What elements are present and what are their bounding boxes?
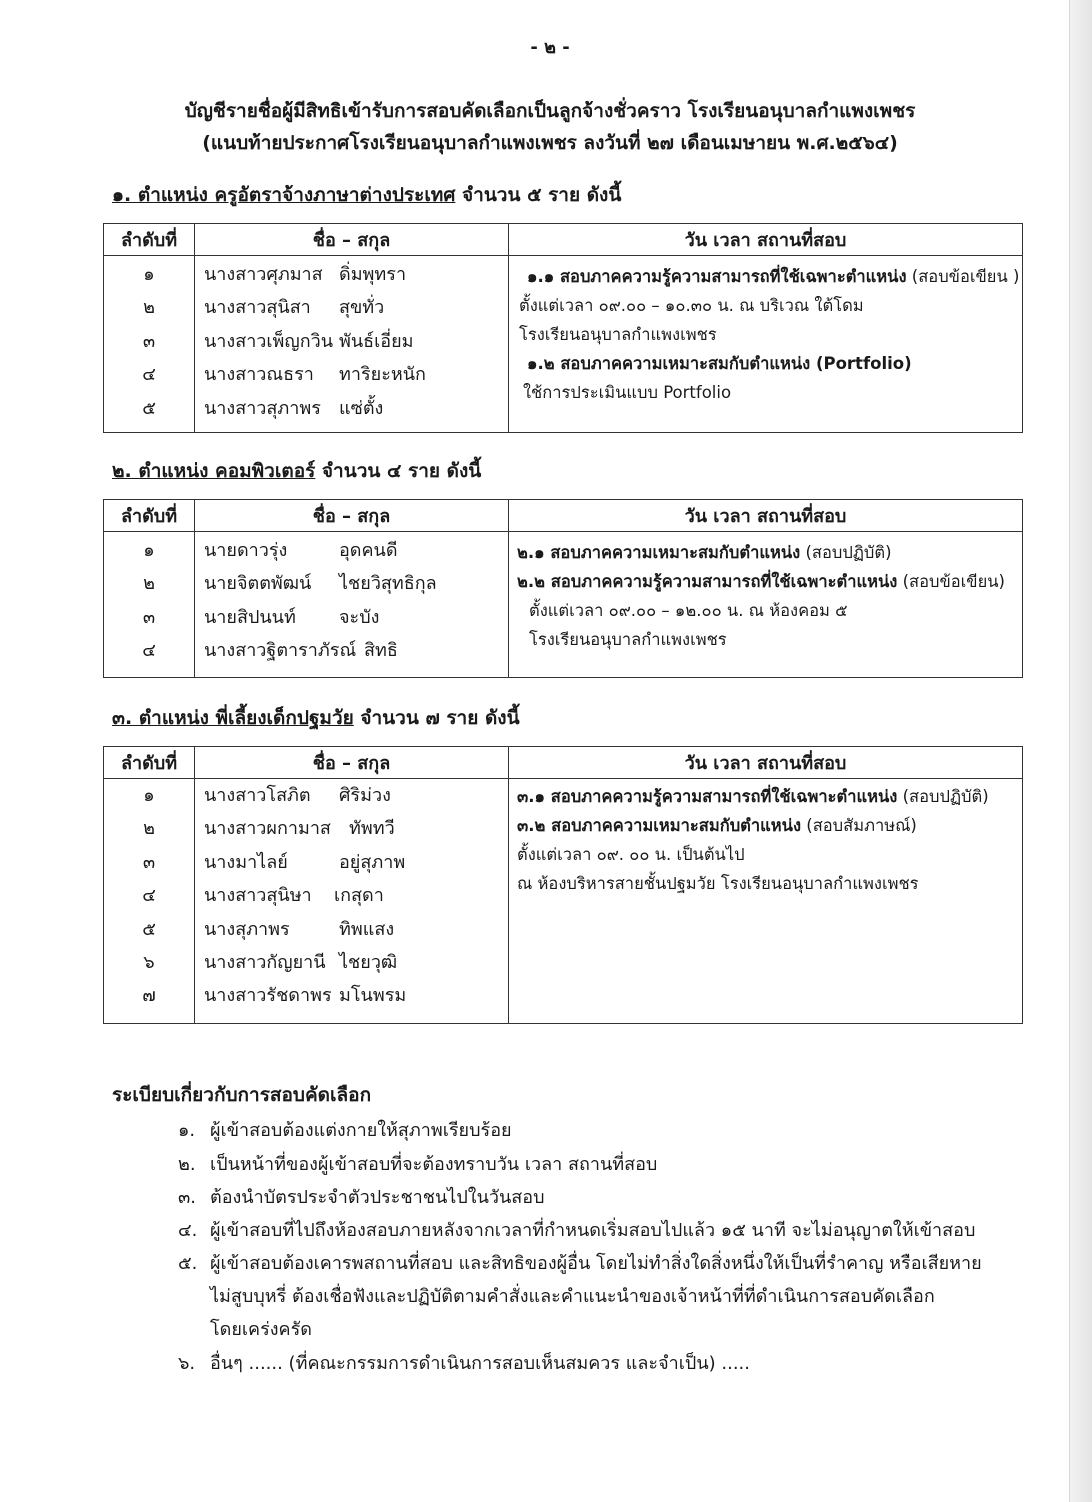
last-name: ทิพแสง xyxy=(339,918,395,940)
order-number: ๒ xyxy=(143,573,155,595)
rules-heading: ระเบียบเกี่ยวกับการสอบคัดเลือก xyxy=(112,1084,372,1106)
rule-text: เป็นหน้าที่ของผู้เข้าสอบที่จะต้องทราบวัน เวลา สถานที่สอบ xyxy=(210,1154,658,1175)
section-1-heading-position: ๑. ตำแหน่ง ครูอัตราจ้างภาษาต่างประเทศ xyxy=(112,184,456,206)
exam-line: ๓.๑ สอบภาคความรู้ความสามารถที่ใช้เฉพาะตำแหน่ง (สอบปฏิบัติ) xyxy=(517,787,989,806)
last-name: จะบัง xyxy=(339,606,380,628)
rule-text: ผู้เข้าสอบที่ไปถึงห้องสอบภายหลังจากเวลาที่กำหนดเริ่มสอบไปแล้ว ๑๕ นาที จะไม่อนุญาตให้เข้าสอบ xyxy=(210,1220,976,1241)
last-name: มโนพรม xyxy=(339,985,407,1007)
exam-line: ณ ห้องบริหารสายชั้นปฐมวัย โรงเรียนอนุบาลกำแพงเพชร xyxy=(517,874,919,893)
rule-5-continuation: ไม่สูบบุหรี่ ต้องเชื่อฟังและปฏิบัติตามคำสั่งและคำแนะนำของเจ้าหน้าที่ที่ดำเนินการสอบคัดเลือก xyxy=(210,1286,935,1307)
exam-line: ใช้การประเมินแบบ Portfolio xyxy=(523,383,732,402)
first-name: นางสาวณธรา xyxy=(204,364,314,386)
order-number: ๒ xyxy=(143,297,155,319)
last-name: ทาริยะหนัก xyxy=(339,364,426,386)
person-name xyxy=(195,392,508,425)
section-3-heading xyxy=(112,703,520,733)
order-number: ๒ xyxy=(143,818,155,840)
name-column xyxy=(195,532,509,678)
rule-number: ๖. xyxy=(178,1353,196,1374)
last-name: ไชยวิสุทธิกุล xyxy=(339,573,437,595)
header-exam: วัน เวลา สถานที่สอบ xyxy=(509,747,1023,779)
last-name: แซ่ตั้ง xyxy=(339,397,384,419)
person-name xyxy=(195,258,508,291)
order-number: ๓ xyxy=(142,851,156,873)
header-name: ชื่อ – สกุล xyxy=(195,500,509,532)
first-name: นายจิตตพัฒน์ xyxy=(204,573,312,595)
exam-details xyxy=(509,256,1023,433)
page-edge-line xyxy=(1069,0,1070,1502)
person-name xyxy=(195,291,508,324)
exam-details xyxy=(509,779,1023,1024)
rule-item xyxy=(178,1115,512,1144)
order-number: ๕ xyxy=(142,397,156,419)
first-name: นางสาวศุภมาส xyxy=(204,264,323,285)
exam-line: ๓.๒ สอบภาคความเหมาะสมกับตำแหน่ง (สอบสัมภาษณ์) xyxy=(517,816,917,835)
rule-item xyxy=(178,1348,750,1377)
rule-number: ๓. xyxy=(178,1187,197,1208)
rule-number: ๑. xyxy=(178,1120,196,1141)
first-name: นายดาวรุ่ง xyxy=(204,540,288,561)
person-name xyxy=(195,946,508,979)
person-name xyxy=(195,634,508,667)
rule-number: ๕. xyxy=(178,1253,198,1274)
name-column xyxy=(195,256,509,433)
page-edge-shadow xyxy=(1070,0,1092,1502)
document-title-line1: บัญชีรายชื่อผู้มีสิทธิเข้ารับการสอบคัดเลือกเป็นลูกจ้างชั่วคราว โรงเรียนอนุบาลกำแพงเพชร xyxy=(184,100,916,122)
section-3-table xyxy=(103,746,1023,1024)
rule-number: ๔. xyxy=(178,1220,198,1241)
order-number: ๔ xyxy=(142,364,156,386)
exam-line: ๒.๑ สอบภาคความเหมาะสมกับตำแหน่ง (สอบปฏิบัติ) xyxy=(517,543,892,562)
first-name: นางสาวสุนิสา xyxy=(204,297,311,319)
order-column xyxy=(104,779,195,1024)
order-number: ๑ xyxy=(143,264,155,285)
order-column xyxy=(104,532,195,678)
first-name: นางสาวผกามาส xyxy=(204,818,331,840)
person-name xyxy=(195,325,508,358)
header-order: ลำดับที่ xyxy=(104,500,195,532)
section-1-heading xyxy=(112,180,621,210)
header-order: ลำดับที่ xyxy=(104,224,195,256)
person-name xyxy=(195,846,508,879)
order-column xyxy=(104,256,195,433)
first-name: นางสาวโสภิต xyxy=(204,785,311,806)
first-name: นางสาวกัญยานี xyxy=(204,951,326,973)
rule-item xyxy=(178,1149,657,1178)
order-number: ๓ xyxy=(142,606,156,628)
person-name xyxy=(195,534,508,567)
first-name: นางสาวรัชดาพร xyxy=(204,985,332,1007)
order-number: ๔ xyxy=(142,640,156,662)
exam-line: โรงเรียนอนุบาลกำแพงเพชร xyxy=(529,630,727,649)
first-name: นางสาวสุนิษา xyxy=(204,885,312,907)
last-name: ไชยวุฒิ xyxy=(339,951,398,973)
last-name: ศิริม่วง xyxy=(339,785,391,806)
person-name xyxy=(195,913,508,946)
exam-line: โรงเรียนอนุบาลกำแพงเพชร xyxy=(519,325,717,344)
exam-line: ๑.๑ สอบภาคความรู้ความสามารถที่ใช้เฉพาะตำแหน่ง (สอบข้อเขียน ) xyxy=(527,267,1020,286)
section-3-heading-count: จำนวน ๗ ราย ดังนี้ xyxy=(353,707,520,729)
exam-details xyxy=(509,532,1023,678)
first-name: นางสุภาพร xyxy=(204,918,290,940)
order-number: ๓ xyxy=(142,330,156,352)
header-order: ลำดับที่ xyxy=(104,747,195,779)
rule-item xyxy=(178,1248,982,1277)
document-title-line2: (แนบท้ายประกาศโรงเรียนอนุบาลกำแพงเพชร ลงวันที่ ๒๗ เดือนเมษายน พ.ศ.๒๕๖๔) xyxy=(202,132,898,154)
last-name: ดิ่มพุทรา xyxy=(339,264,407,285)
rule-text: ผู้เข้าสอบต้องแต่งกายให้สุภาพเรียบร้อย xyxy=(210,1120,512,1141)
rule-number: ๒. xyxy=(178,1154,196,1175)
person-name xyxy=(195,979,508,1012)
first-name: นางมาไลย์ xyxy=(204,851,288,873)
last-name: ทัพทวี xyxy=(349,818,395,840)
name-column xyxy=(195,779,509,1024)
header-name: ชื่อ – สกุล xyxy=(195,224,509,256)
order-number: ๑ xyxy=(143,785,155,806)
order-number: ๖ xyxy=(143,951,155,973)
header-exam: วัน เวลา สถานที่สอบ xyxy=(509,224,1023,256)
rule-item xyxy=(178,1182,545,1211)
section-2-heading-count: จำนวน ๔ ราย ดังนี้ xyxy=(315,460,482,482)
last-name: พันธ์เอี่ยม xyxy=(339,330,414,352)
last-name: อยู่สุภาพ xyxy=(339,851,406,873)
rule-5-continuation: โดยเคร่งครัด xyxy=(210,1319,312,1340)
section-1-table xyxy=(103,223,1023,433)
person-name xyxy=(195,879,508,912)
page-number: - ๒ - xyxy=(530,37,570,58)
order-number: ๑ xyxy=(143,540,155,561)
exam-line: ตั้งแต่เวลา ๐๙.๐๐ – ๑๐.๓๐ น. ณ บริเวณ ใต้โดม xyxy=(519,296,864,315)
rule-item xyxy=(178,1215,975,1244)
section-2-table xyxy=(103,499,1023,678)
person-name xyxy=(195,601,508,634)
first-name: นายสิปนนท์ xyxy=(204,606,296,628)
first-name: นางสาวเพ็ญกวิน xyxy=(204,330,334,352)
exam-line: ตั้งแต่เวลา ๐๙.๐๐ – ๑๒.๐๐ น. ณ ห้องคอม ๕ xyxy=(529,601,848,620)
first-name: นางสาวฐิตาราภัรณ์ xyxy=(204,640,357,662)
rule-text: ต้องนำบัตรประจำตัวประชาชนไปในวันสอบ xyxy=(210,1187,545,1208)
header-name: ชื่อ – สกุล xyxy=(195,747,509,779)
order-number: ๕ xyxy=(142,918,156,940)
last-name: สิทธิ xyxy=(364,640,398,662)
header-exam: วัน เวลา สถานที่สอบ xyxy=(509,500,1023,532)
person-name xyxy=(195,779,508,812)
exam-line: ๑.๒ สอบภาคความเหมาะสมกับตำแหน่ง (Portfolio) xyxy=(527,354,912,373)
first-name: นางสาวสุภาพร xyxy=(204,397,321,419)
section-2-heading xyxy=(112,456,481,486)
exam-line: ๒.๒ สอบภาคความรู้ความสามารถที่ใช้เฉพาะตำแหน่ง (สอบข้อเขียน) xyxy=(517,572,1005,591)
person-name xyxy=(195,358,508,391)
section-1-heading-count: จำนวน ๕ ราย ดังนี้ xyxy=(455,184,622,206)
last-name: อุดคนดี xyxy=(339,540,398,561)
exam-line: ตั้งแต่เวลา ๐๙. ๐๐ น. เป็นต้นไป xyxy=(517,845,745,864)
person-name xyxy=(195,567,508,600)
section-2-heading-position: ๒. ตำแหน่ง คอมพิวเตอร์ xyxy=(112,460,316,482)
rule-text: อื่นๆ ...... (ที่คณะกรรมการดำเนินการสอบเห็นสมควร และจำเป็น) ..... xyxy=(210,1353,750,1374)
section-3-heading-position: ๓. ตำแหน่ง พี่เลี้ยงเด็กปฐมวัย xyxy=(112,707,354,729)
last-name: เกสุดา xyxy=(334,885,384,907)
order-number: ๗ xyxy=(142,985,156,1007)
rule-text: ผู้เข้าสอบต้องเคารพสถานที่สอบ และสิทธิของผู้อื่น โดยไม่ทำสิ่งใดสิ่งหนึ่งให้เป็นที่รำคาญ หรือเสียหาย xyxy=(210,1253,982,1274)
person-name xyxy=(195,812,508,845)
last-name: สุขทั่ว xyxy=(339,297,385,319)
order-number: ๔ xyxy=(142,885,156,907)
